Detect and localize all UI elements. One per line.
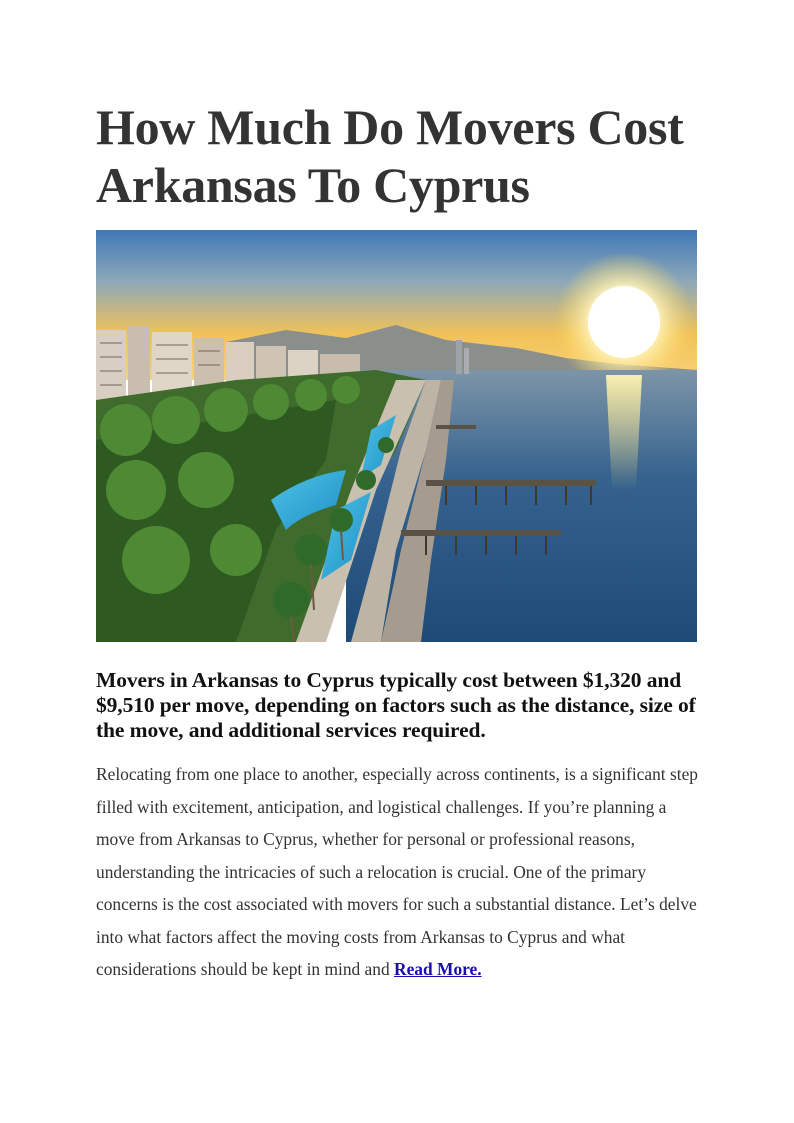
summary-heading: Movers in Arkansas to Cyprus typically cost between $1,320 and $9,510 per move, depending on factors such as the distance, size of the move, and additional services required. bbox=[96, 668, 696, 742]
body-text: Relocating from one place to another, especially across continents, is a significant step filled with excitement, anticipation, and logistical challenges. If you’re planning a move from Arkansas to Cyprus, whether for personal or professional reasons, understanding the intricacies of such a relocation is crucial. One of the primary concerns is the cost associated with movers for such a substantial distance. Let’s delve into what factors affect the moving costs from Arkansas to Cyprus and what considerations should be kept in mind and bbox=[96, 764, 698, 979]
hero-image bbox=[96, 230, 697, 642]
body-paragraph bbox=[96, 758, 700, 986]
read-more-link[interactable]: Read More. bbox=[394, 959, 482, 979]
page-title: How Much Do Movers Cost Arkansas To Cyprus bbox=[96, 99, 684, 213]
